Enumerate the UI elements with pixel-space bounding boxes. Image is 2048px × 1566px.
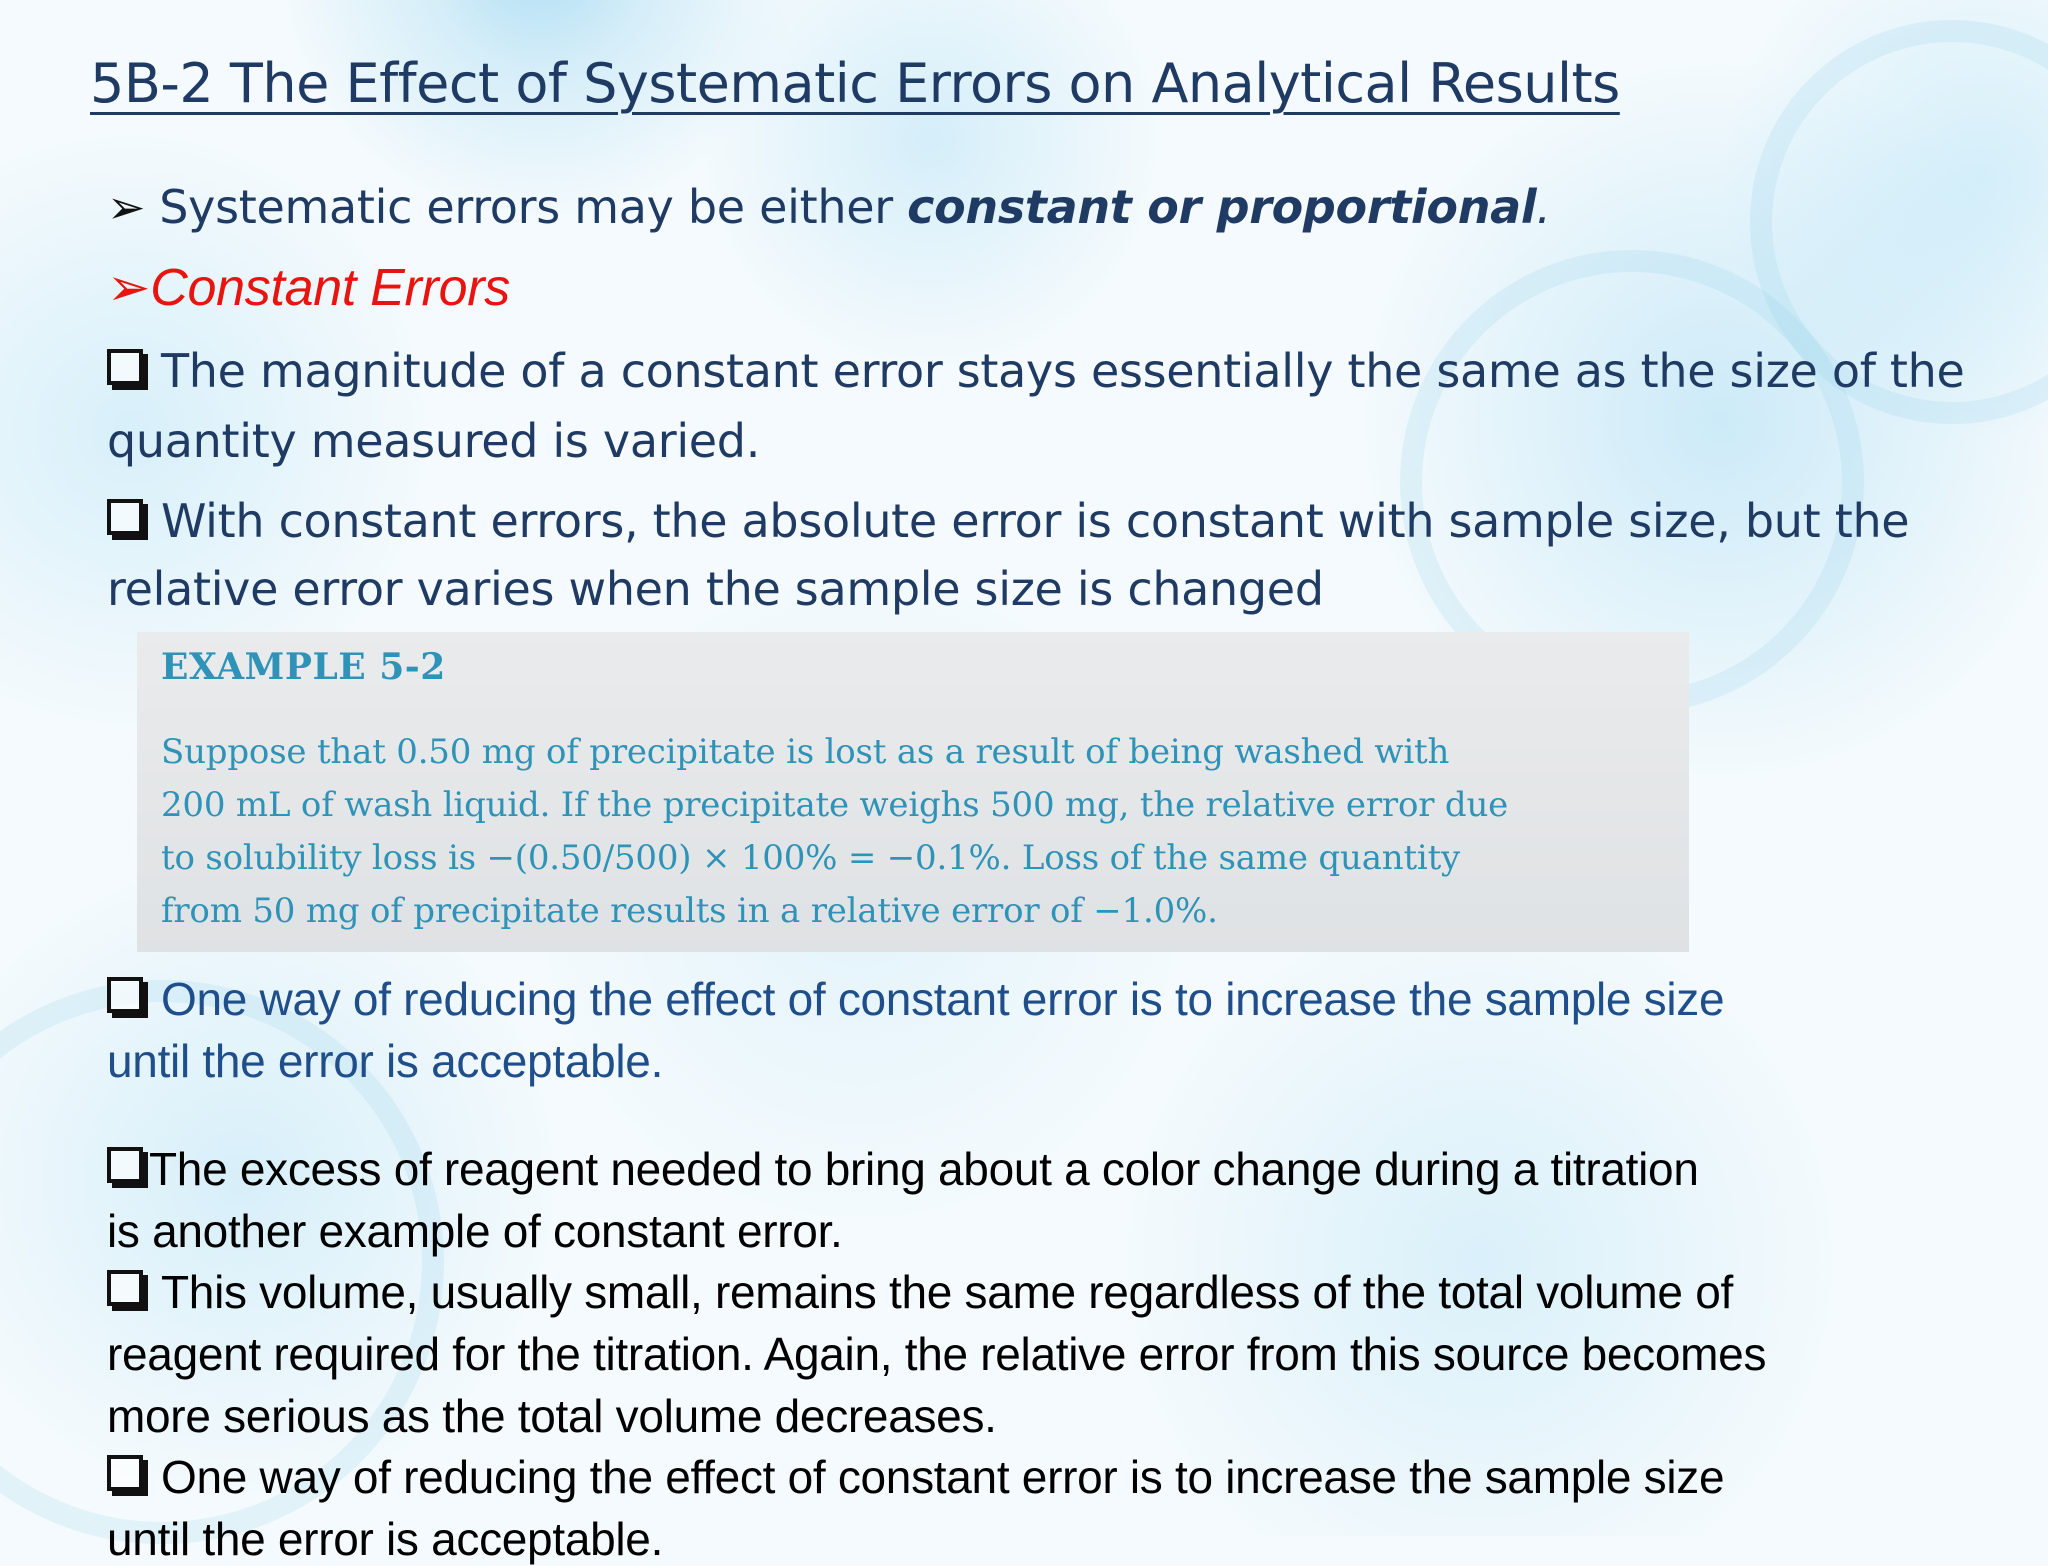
point-2-continued	[107, 562, 1324, 616]
point-5-line-3: more serious as the total volume decreases.	[107, 1390, 997, 1442]
point-2-line-2: relative error varies when the sample size is changed	[107, 562, 1324, 616]
point-3	[107, 972, 1724, 1026]
point-1-line-1: The magnitude of a constant error stays essentially the same as the size of the	[161, 344, 1965, 398]
point-3-continued	[107, 1034, 663, 1088]
point-4	[107, 1142, 1699, 1196]
point-6-continued	[107, 1512, 663, 1566]
point-6-line-1: One way of reducing the effect of constant error is to increase the sample size	[161, 1451, 1725, 1503]
point-1-continued	[107, 414, 760, 468]
slide-title: 5B-2 The Effect of Systematic Errors on Analytical Results	[90, 52, 1620, 115]
checkbox-bullet-icon	[107, 1455, 143, 1491]
example-line: from 50 mg of precipitate results in a relative error of −1.0%.	[161, 891, 1218, 931]
point-5	[107, 1265, 1733, 1319]
point-1	[107, 344, 1965, 398]
point-5-line-1: This volume, usually small, remains the same regardless of the total volume of	[161, 1266, 1733, 1318]
example-line: Suppose that 0.50 mg of precipitate is lost as a result of being washed with	[161, 732, 1450, 772]
example-box	[137, 632, 1689, 952]
checkbox-bullet-icon	[107, 977, 143, 1013]
arrow-bullet-icon: ➢	[107, 259, 151, 317]
point-4-continued	[107, 1204, 843, 1258]
constant-errors-heading	[107, 258, 510, 318]
point-5-continued	[107, 1327, 1766, 1381]
point-3-line-1: One way of reducing the effect of constant error is to increase the sample size	[161, 973, 1725, 1025]
point-4-line-1: The excess of reagent needed to bring about a color change during a titration	[149, 1143, 1699, 1195]
constant-errors-heading-text: Constant Errors	[150, 259, 510, 317]
point-2-line-1: With constant errors, the absolute error is constant with sample size, but the	[161, 494, 1910, 548]
example-line: to solubility loss is −(0.50/500) × 100% = −0.1%. Loss of the same quantity	[161, 838, 1461, 878]
point-3-line-2: until the error is acceptable.	[107, 1035, 664, 1087]
point-5-line-2: reagent required for the titration. Again, the relative error from this source becomes	[107, 1328, 1767, 1380]
bullet-intro-period: .	[1536, 180, 1551, 234]
example-line: 200 mL of wash liquid. If the precipitate weighs 500 mg, the relative error due	[161, 785, 1509, 825]
point-5-continued	[107, 1389, 997, 1443]
checkbox-bullet-icon	[107, 1270, 143, 1306]
point-6	[107, 1450, 1724, 1504]
arrow-bullet-icon: ➢	[107, 180, 146, 234]
point-1-line-2: quantity measured is varied.	[107, 414, 761, 468]
point-4-line-2: is another example of constant error.	[107, 1205, 843, 1257]
checkbox-bullet-icon	[107, 1147, 143, 1183]
checkbox-bullet-icon	[107, 349, 143, 385]
example-title: EXAMPLE 5-2	[161, 646, 446, 688]
checkbox-bullet-icon	[107, 499, 143, 535]
bullet-intro-emphasis: constant or proportional	[907, 180, 1537, 234]
bullet-intro	[107, 180, 1551, 234]
point-2	[107, 494, 1909, 548]
bullet-intro-text: Systematic errors may be either	[159, 180, 908, 234]
point-6-line-2: until the error is acceptable.	[107, 1513, 664, 1565]
